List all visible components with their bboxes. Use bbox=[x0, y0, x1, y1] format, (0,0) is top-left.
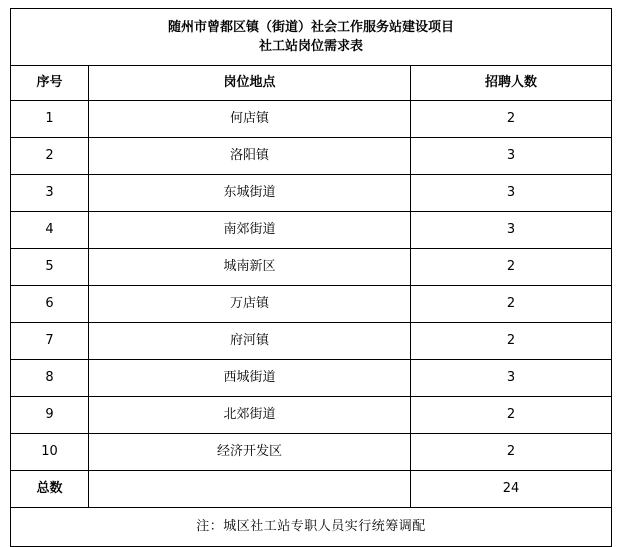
total-label: 总数 bbox=[11, 471, 89, 508]
table-row bbox=[11, 397, 612, 434]
row-count: 2 bbox=[411, 434, 612, 471]
row-place: 万店镇 bbox=[89, 286, 411, 323]
row-count: 2 bbox=[411, 397, 612, 434]
table-row bbox=[11, 175, 612, 212]
table-row bbox=[11, 101, 612, 138]
total-blank-cell bbox=[89, 471, 411, 508]
table-total-row bbox=[11, 471, 612, 508]
row-no: 7 bbox=[11, 323, 89, 360]
column-header-count: 招聘人数 bbox=[411, 66, 612, 101]
row-no: 6 bbox=[11, 286, 89, 323]
row-no: 5 bbox=[11, 249, 89, 286]
row-place: 东城街道 bbox=[89, 175, 411, 212]
row-no: 1 bbox=[11, 101, 89, 138]
row-count: 3 bbox=[411, 138, 612, 175]
row-no: 4 bbox=[11, 212, 89, 249]
row-no: 2 bbox=[11, 138, 89, 175]
table-header-row bbox=[11, 66, 612, 101]
row-place: 西城街道 bbox=[89, 360, 411, 397]
table-title bbox=[11, 9, 612, 66]
table-row bbox=[11, 323, 612, 360]
title-line-1: 随州市曾都区镇（街道）社会工作服务站建设项目 bbox=[168, 19, 455, 35]
row-no: 9 bbox=[11, 397, 89, 434]
job-requirement-table bbox=[10, 8, 612, 547]
table-row bbox=[11, 286, 612, 323]
row-count: 2 bbox=[411, 249, 612, 286]
row-place: 南郊街道 bbox=[89, 212, 411, 249]
row-no: 10 bbox=[11, 434, 89, 471]
table-row bbox=[11, 212, 612, 249]
row-place: 洛阳镇 bbox=[89, 138, 411, 175]
row-place: 北郊街道 bbox=[89, 397, 411, 434]
row-count: 3 bbox=[411, 360, 612, 397]
row-place: 城南新区 bbox=[89, 249, 411, 286]
title-line-2: 社工站岗位需求表 bbox=[259, 39, 364, 54]
column-header-place: 岗位地点 bbox=[89, 66, 411, 101]
table-row bbox=[11, 138, 612, 175]
total-value: 24 bbox=[411, 471, 612, 508]
table-row bbox=[11, 360, 612, 397]
column-header-no: 序号 bbox=[11, 66, 89, 101]
row-count: 2 bbox=[411, 286, 612, 323]
row-count: 3 bbox=[411, 175, 612, 212]
table-note-row bbox=[11, 508, 612, 547]
row-count: 3 bbox=[411, 212, 612, 249]
table-row bbox=[11, 434, 612, 471]
table-row bbox=[11, 249, 612, 286]
row-count: 2 bbox=[411, 101, 612, 138]
row-place: 府河镇 bbox=[89, 323, 411, 360]
table-note: 注：城区社工站专职人员实行统筹调配 bbox=[11, 508, 612, 547]
row-count: 2 bbox=[411, 323, 612, 360]
table-title-row bbox=[11, 9, 612, 66]
row-place: 何店镇 bbox=[89, 101, 411, 138]
row-place: 经济开发区 bbox=[89, 434, 411, 471]
row-no: 8 bbox=[11, 360, 89, 397]
row-no: 3 bbox=[11, 175, 89, 212]
